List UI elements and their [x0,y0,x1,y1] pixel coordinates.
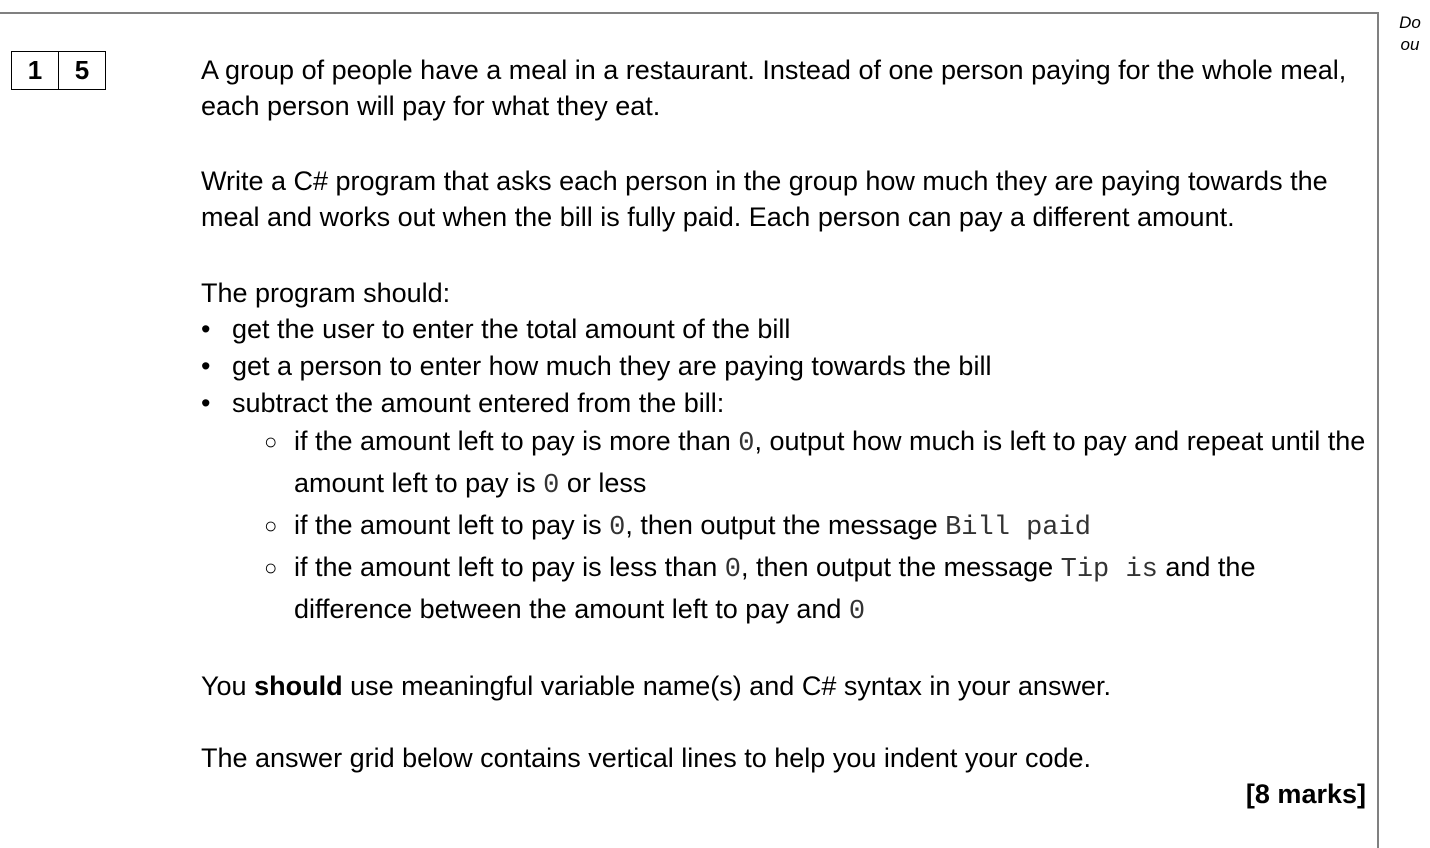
right-margin-line [1377,12,1379,848]
sub-text: if the amount left to pay is less than [294,552,725,582]
circle-bullet-icon: ○ [264,429,278,454]
variable-note-pre: You [201,671,255,701]
marks-label: [8 marks] [1245,779,1366,809]
sub-text: if the amount left to pay is [294,510,610,540]
margin-note-line-2: ou [1400,35,1420,54]
sub-requirement-item [232,548,1366,632]
question-number-digit-1: 1 [27,55,43,85]
requirement-item [201,311,1366,348]
code-value: Bill paid [945,513,1091,543]
code-value: 0 [724,555,741,585]
code-value: 0 [848,597,866,627]
sub-requirements-list [232,422,1366,632]
code-value: 0 [738,429,755,459]
circle-bullet-icon: ○ [264,555,278,580]
requirements-heading: The program should: [201,278,451,308]
top-border-line [0,12,1378,14]
intro-paragraph: A group of people have a meal in a restaurant. Instead of one person paying for the whole meal, each person will pay for what they eat. [201,55,1347,121]
sub-requirement-item [232,506,1366,548]
circle-bullet-icon: ○ [264,513,278,538]
variable-note-post: use meaningful variable name(s) and C# syntax in your answer. [342,671,1111,701]
sub-text: or less [559,468,647,498]
variable-note-bold: should [254,671,343,701]
question-body [201,52,1366,812]
requirement-text: get a person to enter how much they are paying towards the bill [232,351,992,381]
requirements-list [201,311,1366,632]
requirement-text: subtract the amount entered from the bill: [232,388,725,418]
sub-text: , then output the message [740,552,1061,582]
requirement-item [201,385,1366,632]
question-number-digit-2: 5 [58,52,105,89]
sub-text: if the amount left to pay is more than [294,426,739,456]
sub-text: , output how much is left to pay and repeat until the amount left to pay is [294,426,1366,498]
code-value: 0 [543,471,560,501]
sub-text: and the difference between the amount left to pay and [294,552,1256,624]
code-value: 0 [609,513,626,543]
code-value: Tip is [1060,555,1158,585]
grid-note: The answer grid below contains vertical lines to help you indent your code. [201,743,1091,773]
margin-note-line-1: Do [1399,13,1421,32]
requirement-item [201,348,1366,385]
task-paragraph: Write a C# program that asks each person in the group how much they are paying towards the meal and works out when the bill is fully paid. Each person can pay a different amount. [201,166,1328,232]
question-number-box [11,51,106,90]
margin-note [1390,12,1430,56]
sub-requirement-item [232,422,1366,506]
requirement-text: get the user to enter the total amount of the bill [232,314,791,344]
sub-text: , then output the message [625,510,946,540]
variable-note [201,668,1366,704]
